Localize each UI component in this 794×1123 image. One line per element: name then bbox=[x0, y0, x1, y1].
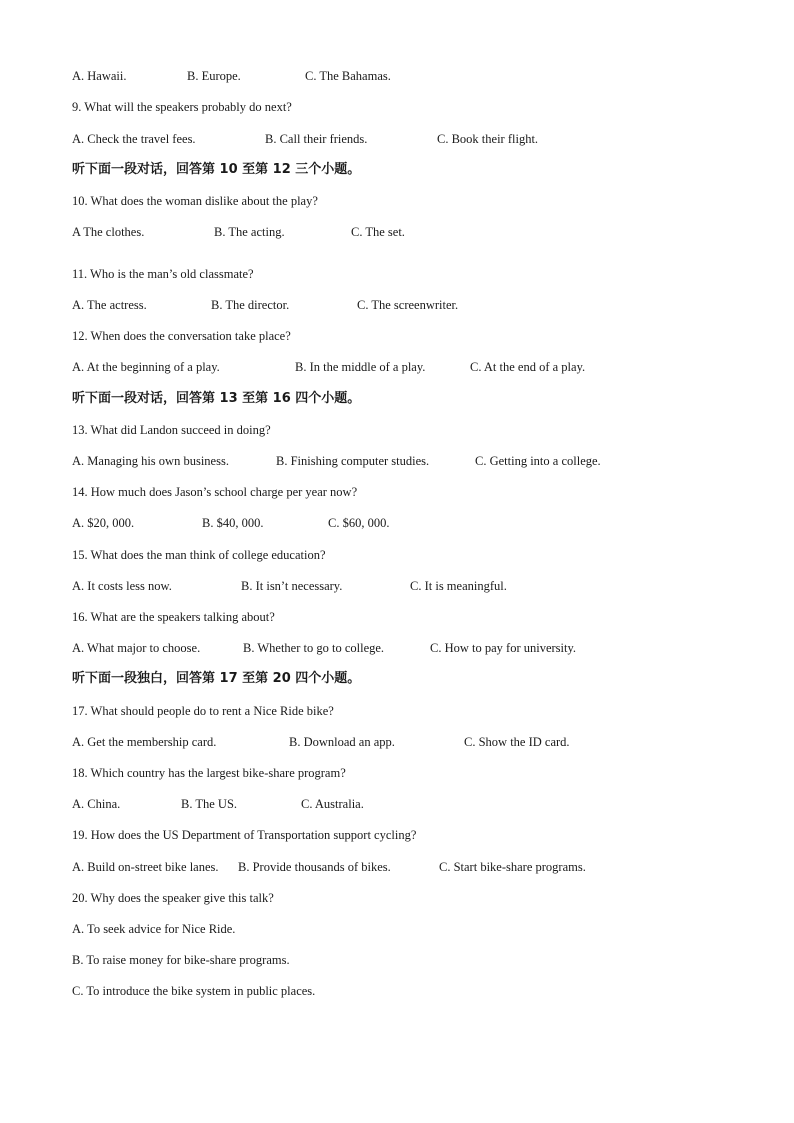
q17-option-b: B. Download an app. bbox=[289, 735, 395, 749]
q16-question: 16. What are the speakers talking about? bbox=[72, 610, 275, 624]
q15-option-c: C. It is meaningful. bbox=[410, 579, 507, 593]
q12-question: 12. When does the conversation take place? bbox=[72, 329, 291, 343]
q18-option-a: A. China. bbox=[72, 797, 121, 811]
q17-option-c: C. Show the ID card. bbox=[464, 735, 570, 749]
q10-option-b: B. The acting. bbox=[214, 225, 285, 239]
q15-option-b: B. It isn’t necessary. bbox=[241, 579, 343, 593]
q18-option-c: C. Australia. bbox=[301, 797, 364, 811]
q14-question: 14. How much does Jason’s school charge per year now? bbox=[72, 485, 358, 499]
q8-option-a: A. Hawaii. bbox=[72, 69, 127, 83]
q19-option-b: B. Provide thousands of bikes. bbox=[238, 860, 391, 874]
q10-question: 10. What does the woman dislike about the play? bbox=[72, 194, 318, 208]
q12-option-a: A. At the beginning of a play. bbox=[72, 360, 220, 374]
q19-option-c: C. Start bike-share programs. bbox=[439, 860, 586, 874]
q8-option-b: B. Europe. bbox=[187, 69, 241, 83]
q16-option-b: B. Whether to go to college. bbox=[243, 641, 385, 655]
q13-question: 13. What did Landon succeed in doing? bbox=[72, 423, 271, 437]
q11-option-b: B. The director. bbox=[211, 298, 290, 312]
q10-option-c: C. The set. bbox=[351, 225, 405, 239]
q16-option-a: A. What major to choose. bbox=[72, 641, 201, 655]
q19-question: 19. How does the US Department of Transportation support cycling? bbox=[72, 828, 417, 842]
q14-option-c: C. $60, 000. bbox=[328, 516, 390, 530]
q13-option-b: B. Finishing computer studies. bbox=[276, 454, 430, 468]
q9-question: 9. What will the speakers probably do next? bbox=[72, 100, 292, 114]
q9-option-c: C. Book their flight. bbox=[437, 132, 539, 146]
q12-option-c: C. At the end of a play. bbox=[470, 360, 586, 374]
section-heading-10-12: 听下面一段对话，回答第 10 至第 12 三个小题。 bbox=[72, 162, 361, 177]
q11-option-c: C. The screenwriter. bbox=[357, 298, 459, 312]
q20-option-a: A. To seek advice for Nice Ride. bbox=[72, 922, 236, 936]
q15-question: 15. What does the man think of college education? bbox=[72, 548, 326, 562]
q9-option-b: B. Call their friends. bbox=[265, 132, 368, 146]
q10-option-a: A The clothes. bbox=[72, 225, 145, 239]
q14-option-a: A. $20, 000. bbox=[72, 516, 135, 530]
q9-option-a: A. Check the travel fees. bbox=[72, 132, 196, 146]
q18-option-b: B. The US. bbox=[181, 797, 238, 811]
q17-option-a: A. Get the membership card. bbox=[72, 735, 217, 749]
q20-option-b: B. To raise money for bike-share programs. bbox=[72, 953, 290, 967]
q15-option-a: A. It costs less now. bbox=[72, 579, 172, 593]
q13-option-a: A. Managing his own business. bbox=[72, 454, 229, 468]
q14-option-b: B. $40, 000. bbox=[202, 516, 264, 530]
q20-question: 20. Why does the speaker give this talk? bbox=[72, 891, 274, 905]
q11-question: 11. Who is the man’s old classmate? bbox=[72, 267, 254, 281]
q20-option-c: C. To introduce the bike system in public places. bbox=[72, 984, 316, 998]
q17-question: 17. What should people do to rent a Nice Ride bike? bbox=[72, 704, 334, 718]
q11-option-a: A. The actress. bbox=[72, 298, 147, 312]
section-heading-17-20: 听下面一段独白，回答第 17 至第 20 四个小题。 bbox=[72, 671, 361, 686]
q19-option-a: A. Build on-street bike lanes. bbox=[72, 860, 219, 874]
q16-option-c: C. How to pay for university. bbox=[430, 641, 577, 655]
section-heading-13-16: 听下面一段对话，回答第 13 至第 16 四个小题。 bbox=[72, 391, 361, 406]
q8-option-c: C. The Bahamas. bbox=[305, 69, 391, 83]
q13-option-c: C. Getting into a college. bbox=[475, 454, 601, 468]
q18-question: 18. Which country has the largest bike-share program? bbox=[72, 766, 346, 780]
q12-option-b: B. In the middle of a play. bbox=[295, 360, 426, 374]
